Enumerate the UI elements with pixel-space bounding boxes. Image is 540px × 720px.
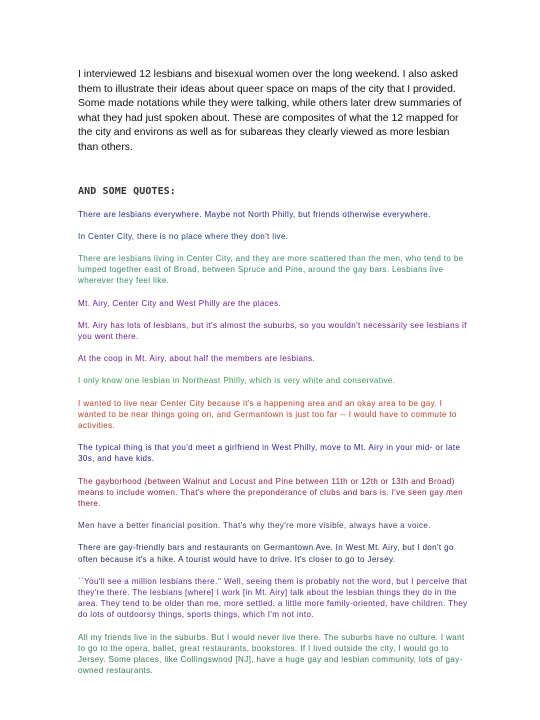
intro-paragraph: I interviewed 12 lesbians and bisexual women over the long weekend. I also asked them to illustrate their ideas about queer space on maps of the city that I provided. Some made notations while they were talking, while others later drew summaries of what they had just spoken about. These are composites of what the 12 mapped for the city and environs as well as for subareas they clearly viewed as more lesbian than others. [78, 69, 462, 153]
quote-paragraph: There are gay-friendly bars and restaurants on Germantown Ave. In West Mt. Airy, but I don't go often because it's a hike. A tourist would have to drive. It's closer to go to Jersey. [78, 543, 454, 564]
quote-paragraph: The typical thing is that you'd meet a girlfriend in West Philly, move to Mt. Airy in your mid- or late 30s, and have kids. [78, 443, 461, 464]
quote-paragraph: The gayborhood (between Walnut and Locust and Pine between 11th or 12th or 13th and Broad) means to include women. That's where the preponderance of clubs and bars is. I've seen gay men there. [78, 476, 463, 509]
quote-paragraph: In Center City, there is no place where they don't live. [78, 231, 289, 241]
quote-paragraph: Men have a better financial position. That's why they're more visible, always have a voice. [78, 521, 431, 531]
quotes-heading: AND SOME QUOTES: [78, 185, 176, 197]
document-page [78, 68, 468, 687]
quote-paragraph: I wanted to live near Center City because it's a happening area and an okay area to be gay. I wanted to be near things going on, and Germantown is just too far -- I would have to commute to activities. [78, 398, 457, 430]
quote-paragraph: I only know one lesbian in Northeast Philly, which is very white and conservative. [78, 376, 396, 386]
quote-paragraph: There are lesbians everywhere. Maybe not North Philly, but friends otherwise everywhere. [78, 209, 431, 219]
quote-paragraph: At the coop in Mt. Airy, about half the members are lesbians. [78, 354, 316, 364]
quote-paragraph: ``You'll see a million lesbians there.'' Well, seeing them is probably not the word, but I perceive that they're there. The lesbians [where] I work [in Mt. Airy] talk about the lesbian things they do in the area. They tend to be older than me, more settled, a little more family-oriented, have children. They do lots of outdoorsy things, sports things, which I'm not into. [78, 576, 468, 620]
quote-paragraph: All my friends live in the suburbs. But I would never live there. The suburbs have no culture. I want to go to the opera, ballet, great restaurants, bookstores. If I lived outside the city, I would go to Jersey. Some places, like Collingswood [NJ], have a huge gay and lesbian community, lots of gay-owned restaurants. [78, 632, 465, 676]
quotes-list [78, 209, 468, 677]
quote-paragraph: There are lesbians living in Center City, and they are more scattered than the men, who tend to be lumped together east of Broad, between Spruce and Pine, around the gay bars. Lesbians live wherever they feel like. [78, 253, 464, 286]
quote-paragraph: Mt. Airy has lots of lesbians, but it's almost the suburbs, so you wouldn't necessarily see lesbians if you went there. [78, 320, 467, 341]
quote-paragraph: Mt. Airy, Center City and West Philly are the places. [78, 298, 282, 308]
